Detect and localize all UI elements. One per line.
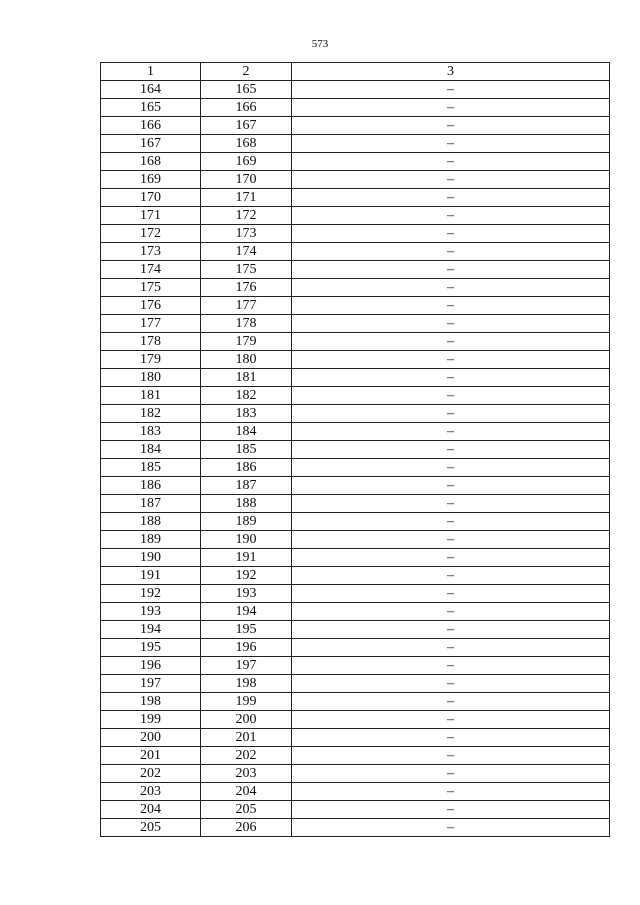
table-cell-col-1: 202 [101,765,201,783]
table-row [101,729,610,747]
table-cell-col-3: – [292,153,610,171]
table-row [101,99,610,117]
column-header-1: 1 [101,63,201,81]
table-row [101,675,610,693]
table-cell-col-3: – [292,747,610,765]
table-cell-col-2: 190 [201,531,292,549]
table-row [101,585,610,603]
table-cell-col-2: 168 [201,135,292,153]
table-cell-col-1: 200 [101,729,201,747]
table-cell-col-1: 167 [101,135,201,153]
table-cell-col-1: 194 [101,621,201,639]
table-cell-col-3: – [292,531,610,549]
table-cell-col-2: 204 [201,783,292,801]
table-cell-col-2: 195 [201,621,292,639]
table-cell-col-3: – [292,423,610,441]
table-cell-col-1: 203 [101,783,201,801]
table-cell-col-1: 173 [101,243,201,261]
table-row [101,495,610,513]
table-cell-col-1: 177 [101,315,201,333]
table-cell-col-2: 166 [201,99,292,117]
table-cell-col-2: 198 [201,675,292,693]
table-cell-col-3: – [292,279,610,297]
table-cell-col-2: 197 [201,657,292,675]
table-cell-col-3: – [292,675,610,693]
table-cell-col-3: – [292,369,610,387]
table-row [101,459,610,477]
table-cell-col-1: 180 [101,369,201,387]
table-cell-col-2: 165 [201,81,292,99]
table-cell-col-2: 193 [201,585,292,603]
table-cell-col-1: 198 [101,693,201,711]
table-row [101,423,610,441]
table-row [101,297,610,315]
table-cell-col-2: 189 [201,513,292,531]
page-number: 573 [311,38,329,50]
table-cell-col-1: 179 [101,351,201,369]
table-cell-col-3: – [292,693,610,711]
table-cell-col-2: 179 [201,333,292,351]
table-row [101,279,610,297]
table-cell-col-1: 189 [101,531,201,549]
table-row [101,153,610,171]
table-cell-col-2: 177 [201,297,292,315]
table-cell-col-3: – [292,207,610,225]
table-cell-col-2: 199 [201,693,292,711]
table-cell-col-3: – [292,225,610,243]
table-row [101,693,610,711]
table-cell-col-3: – [292,441,610,459]
table-row [101,333,610,351]
table-cell-col-1: 178 [101,333,201,351]
table-cell-col-3: – [292,171,610,189]
table-cell-col-2: 173 [201,225,292,243]
table-row [101,711,610,729]
table-header [101,63,610,81]
table-cell-col-1: 184 [101,441,201,459]
table-cell-col-3: – [292,801,610,819]
table-cell-col-2: 187 [201,477,292,495]
table-cell-col-2: 171 [201,189,292,207]
table-cell-col-2: 196 [201,639,292,657]
table-row [101,531,610,549]
table-cell-col-3: – [292,117,610,135]
table-cell-col-1: 182 [101,405,201,423]
table-cell-col-3: – [292,657,610,675]
table-cell-col-1: 169 [101,171,201,189]
table-cell-col-3: – [292,513,610,531]
table-row [101,513,610,531]
table-cell-col-3: – [292,315,610,333]
table-row [101,369,610,387]
table-cell-col-2: 178 [201,315,292,333]
table-cell-col-3: – [292,639,610,657]
table-cell-col-1: 175 [101,279,201,297]
table-cell-col-1: 172 [101,225,201,243]
table-row [101,747,610,765]
table-cell-col-3: – [292,99,610,117]
table-cell-col-1: 191 [101,567,201,585]
table-cell-col-3: – [292,819,610,837]
table-cell-col-3: – [292,81,610,99]
table-row [101,351,610,369]
table-cell-col-1: 166 [101,117,201,135]
table-cell-col-3: – [292,585,610,603]
table-cell-col-2: 185 [201,441,292,459]
table-row [101,441,610,459]
table-cell-col-2: 170 [201,171,292,189]
table-cell-col-1: 197 [101,675,201,693]
table-cell-col-2: 172 [201,207,292,225]
table-row [101,549,610,567]
table-cell-col-1: 181 [101,387,201,405]
table-cell-col-2: 205 [201,801,292,819]
table-cell-col-2: 188 [201,495,292,513]
table-cell-col-3: – [292,783,610,801]
table-cell-col-2: 175 [201,261,292,279]
table-cell-col-3: – [292,243,610,261]
table-cell-col-1: 165 [101,99,201,117]
table-cell-col-2: 176 [201,279,292,297]
table-cell-col-3: – [292,261,610,279]
table-body [101,81,610,837]
table-row [101,639,610,657]
table-cell-col-3: – [292,711,610,729]
table-row [101,171,610,189]
table-row [101,135,610,153]
table-cell-col-1: 205 [101,819,201,837]
table-cell-col-1: 193 [101,603,201,621]
table-cell-col-1: 168 [101,153,201,171]
table-cell-col-3: – [292,495,610,513]
table-cell-col-1: 196 [101,657,201,675]
table-row [101,477,610,495]
table-cell-col-3: – [292,297,610,315]
table-cell-col-2: 180 [201,351,292,369]
table-cell-col-2: 201 [201,729,292,747]
table-cell-col-1: 199 [101,711,201,729]
table-cell-col-1: 201 [101,747,201,765]
table-row [101,603,610,621]
column-header-2: 2 [201,63,292,81]
table-row [101,621,610,639]
table-cell-col-3: – [292,729,610,747]
header-row [101,63,610,81]
table-row [101,405,610,423]
table-row [101,81,610,99]
table-cell-col-2: 174 [201,243,292,261]
table-cell-col-3: – [292,621,610,639]
table-cell-col-1: 204 [101,801,201,819]
table-cell-col-1: 192 [101,585,201,603]
data-table [100,62,610,837]
table-cell-col-1: 195 [101,639,201,657]
table-cell-col-3: – [292,387,610,405]
table-row [101,225,610,243]
table-cell-col-2: 203 [201,765,292,783]
table-row [101,117,610,135]
table-cell-col-3: – [292,333,610,351]
table-cell-col-1: 164 [101,81,201,99]
table-cell-col-3: – [292,135,610,153]
table-cell-col-1: 183 [101,423,201,441]
table-cell-col-2: 194 [201,603,292,621]
table-cell-col-3: – [292,567,610,585]
table-row [101,207,610,225]
table-row [101,189,610,207]
table-cell-col-2: 181 [201,369,292,387]
table-cell-col-2: 183 [201,405,292,423]
table-cell-col-3: – [292,765,610,783]
table-cell-col-2: 192 [201,567,292,585]
table-row [101,387,610,405]
table-cell-col-3: – [292,189,610,207]
table-row [101,765,610,783]
table-row [101,783,610,801]
table-cell-col-2: 169 [201,153,292,171]
table-cell-col-3: – [292,603,610,621]
table-row [101,261,610,279]
table-row [101,801,610,819]
table-cell-col-3: – [292,405,610,423]
table-cell-col-2: 184 [201,423,292,441]
table-cell-col-3: – [292,459,610,477]
table-cell-col-1: 190 [101,549,201,567]
table-cell-col-3: – [292,351,610,369]
table-cell-col-1: 185 [101,459,201,477]
table-cell-col-1: 176 [101,297,201,315]
table-cell-col-2: 182 [201,387,292,405]
table-row [101,315,610,333]
table-cell-col-1: 170 [101,189,201,207]
table-cell-col-2: 191 [201,549,292,567]
table-cell-col-2: 167 [201,117,292,135]
table-row [101,567,610,585]
table-cell-col-2: 200 [201,711,292,729]
table-cell-col-3: – [292,477,610,495]
table-cell-col-1: 171 [101,207,201,225]
table-cell-col-3: – [292,549,610,567]
table-cell-col-2: 202 [201,747,292,765]
table-cell-col-1: 174 [101,261,201,279]
table-cell-col-1: 186 [101,477,201,495]
table-cell-col-2: 206 [201,819,292,837]
table-row [101,243,610,261]
table-cell-col-1: 188 [101,513,201,531]
column-header-3: 3 [292,63,610,81]
table-cell-col-2: 186 [201,459,292,477]
table-cell-col-1: 187 [101,495,201,513]
table-row [101,657,610,675]
table-row [101,819,610,837]
